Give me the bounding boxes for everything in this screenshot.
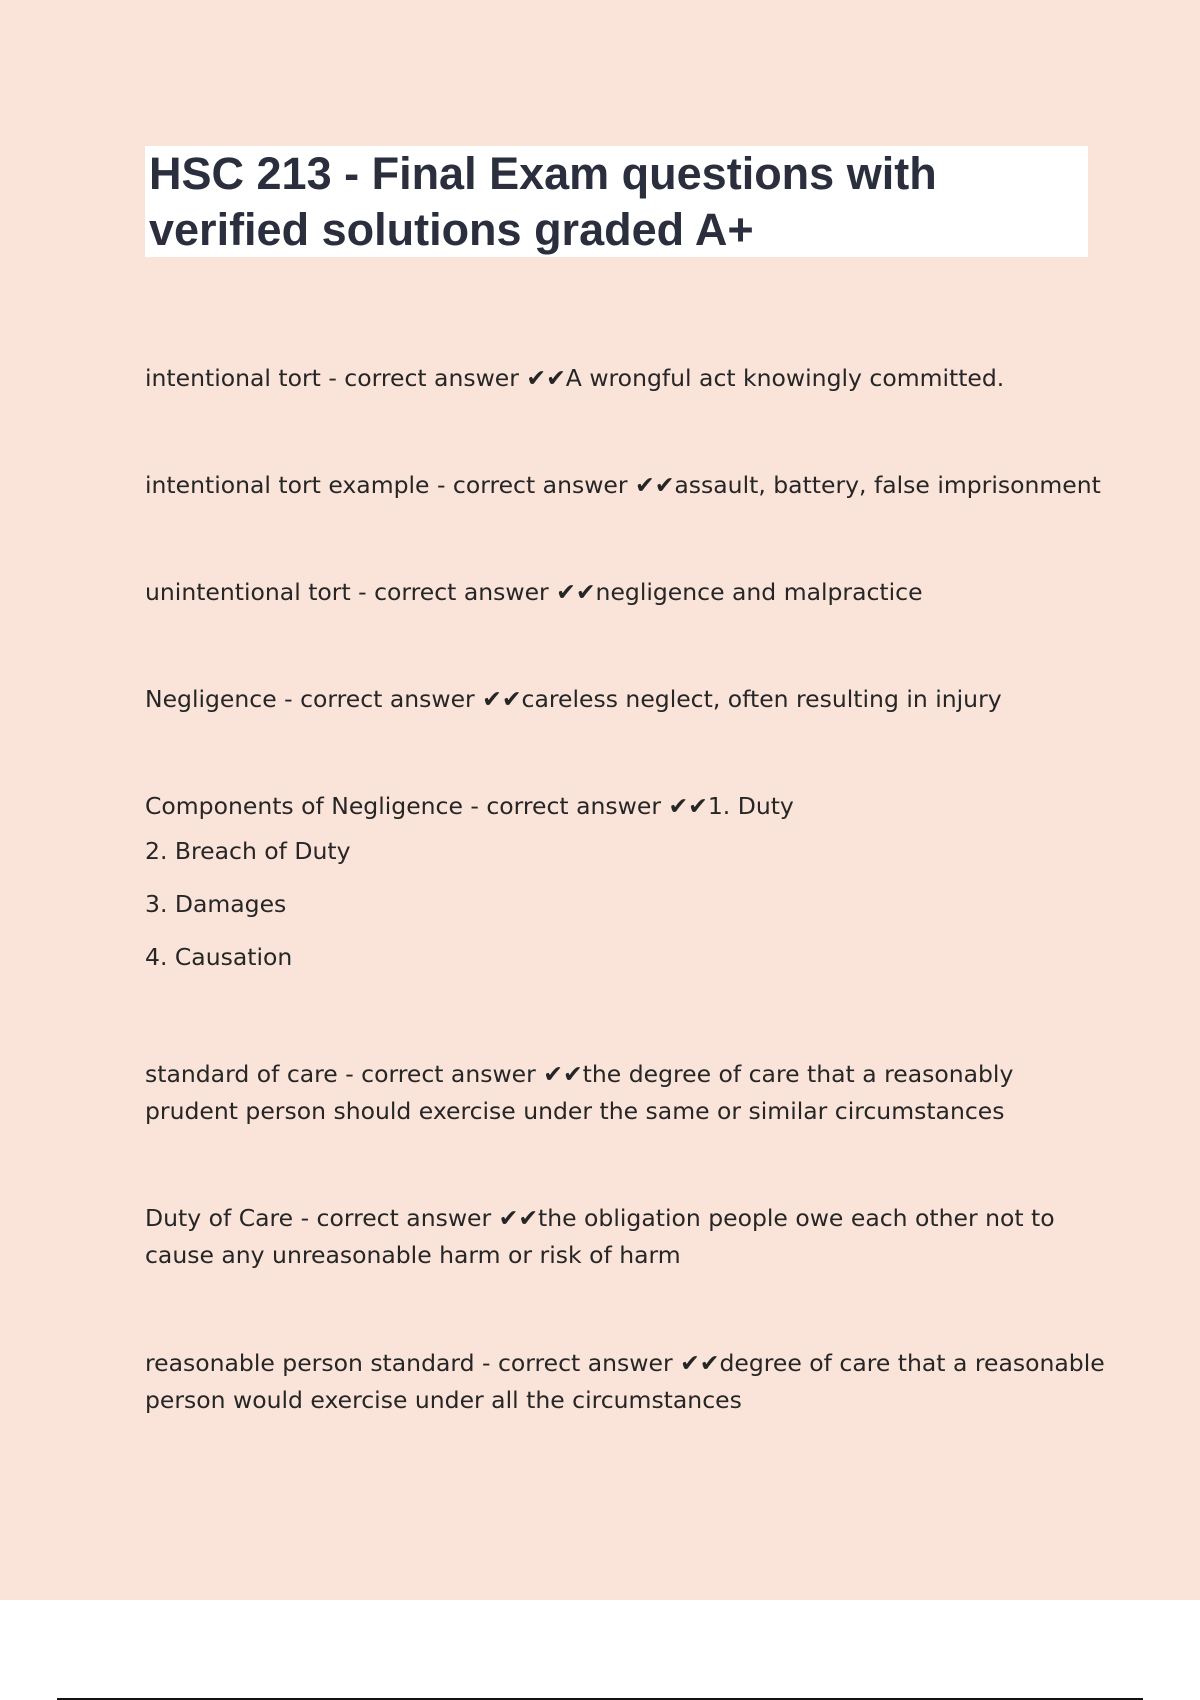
qa-entry [145, 574, 1105, 611]
qa-entry [145, 1200, 1105, 1274]
qa-entry [145, 467, 1105, 504]
qa-sub-line: 2. Breach of Duty [145, 837, 351, 865]
qa-entry-text: Duty of Care - correct answer ✔✔the obligation people owe each other not to cause any unreasonable harm or risk of harm [145, 1204, 1055, 1269]
qa-entry-text: Negligence - correct answer ✔✔careless neglect, often resulting in injury [145, 685, 1002, 713]
document-title: HSC 213 - Final Exam questions with verified solutions graded A+ [149, 148, 937, 255]
qa-entry [145, 360, 1105, 397]
qa-entry-text: reasonable person standard - correct answer ✔✔degree of care that a reasonable person would exercise under all the circumstances [145, 1349, 1105, 1414]
qa-sub-line: 3. Damages [145, 890, 287, 918]
qa-entry-text: Components of Negligence - correct answer ✔✔1. Duty [145, 792, 794, 820]
qa-entry [145, 1345, 1105, 1419]
qa-entry-text: unintentional tort - correct answer ✔✔negligence and malpractice [145, 578, 923, 606]
qa-entry-text: intentional tort - correct answer ✔✔A wrongful act knowingly committed. [145, 364, 1005, 392]
qa-entry-text: standard of care - correct answer ✔✔the degree of care that a reasonably prudent person should exercise under the same or similar circumstances [145, 1060, 1014, 1125]
qa-entry [145, 681, 1105, 718]
qa-sub-line: 4. Causation [145, 943, 293, 971]
qa-entry-text: intentional tort example - correct answer ✔✔assault, battery, false imprisonment [145, 471, 1101, 499]
qa-entry [145, 1056, 1105, 1130]
title-box [145, 146, 1088, 257]
qa-entry [145, 788, 1105, 984]
